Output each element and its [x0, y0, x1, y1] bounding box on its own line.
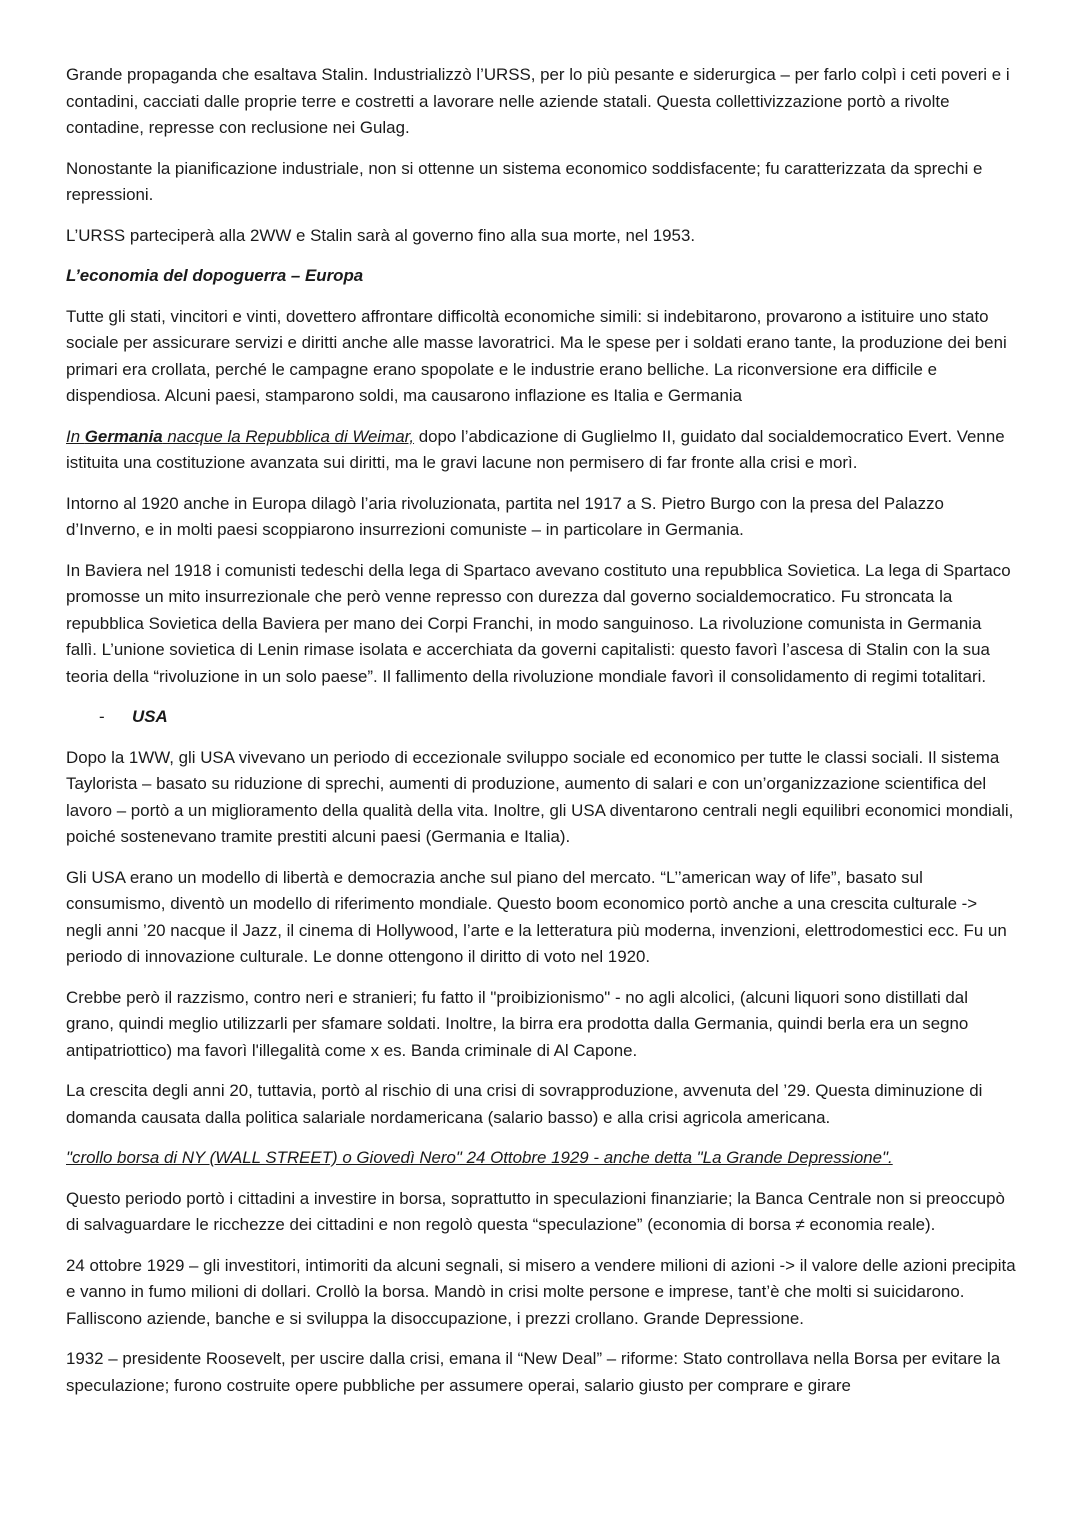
- weimar-link-text-1: In: [66, 426, 85, 446]
- weimar-link-text-2: nacque la Repubblica di Weimar,: [162, 426, 415, 446]
- paragraph-postwar-economy: Tutte gli stati, vincitori e vinti, dovettero affrontare difficoltà economiche simili: si indebitarono, provarono a istituire uno stato sociale per assicurare servizi e diritti anche alle masse lavoratrici. Ma le spese per i soldati erano tante, la produzione dei beni primari era crollata, perché le campagne erano spopolate e le industrie erano belliche. La riconversione era difficile e dispendiosa. Alcuni paesi, stamparono soldi, ma causarono inflazione es Italia e Germania: [66, 306, 1007, 405]
- paragraph-usa-postwar: Dopo la 1WW, gli USA vivevano un periodo di eccezionale sviluppo sociale ed economico per tutte le classi sociali. Il sistema Taylorista – basato su riduzione di sprechi, aumenti di produzione, aumento di salari e con un’organizzazione scientifica del lavoro – portò a un miglioramento della qualità della vita. Inoltre, gli USA diventarono centrali negli equilibri economici mondiali, poiché sostenevano tramite prestiti alcuni paesi (Germania e Italia).: [66, 747, 1014, 846]
- paragraph-prohibition: Crebbe però il razzismo, contro neri e stranieri; fu fatto il "proibizionismo" - no agli alcolici, (alcuni liquori sono distillati dal grano, quindi meglio utilizzarli per sfamare soldati. Inoltre, la birra era prodotta dalla Germania, quindi berla era un segno antipatriottico) ma favorì l'illegalità come x es. Banda criminale di Al Capone.: [66, 987, 969, 1060]
- bullet-dash: -: [99, 707, 105, 726]
- section-heading-europa: L’economia del dopoguerra – Europa: [66, 266, 364, 285]
- weimar-link-text-germania: Germania: [84, 426, 163, 446]
- paragraph-weimar: [66, 424, 1016, 477]
- paragraph-overproduction: La crescita degli anni 20, tuttavia, portò al rischio di una crisi di sovrapproduzione, avvenuta del ’29. Questa diminuzione di domanda causata dalla politica salariale nordamericana (salario basso) e alla crisi agricola americana.: [66, 1081, 983, 1127]
- paragraph-industrial-planning: Nonostante la pianificazione industriale, non si ottenne un sistema economico soddisfacente; fu caratterizzata da sprechi e repressioni.: [66, 158, 983, 204]
- paragraph-wall-street-crash: "crollo borsa di NY (WALL STREET) o Giovedì Nero" 24 Ottobre 1929 - anche detta "La Grande Depressione".: [66, 1148, 893, 1167]
- weimar-rest-text: dopo l’abdicazione di Guglielmo II, guidato dal socialdemocratico Evert. Venne istituita una costituzione avanzata sui diritti, ma le gravi lacune non permisero di far fronte alla crisi e morì.: [66, 426, 1005, 472]
- paragraph-urss-2ww: L’URSS parteciperà alla 2WW e Stalin sarà al governo fino alla sua morte, nel 1953.: [66, 225, 696, 245]
- paragraph-american-way: Gli USA erano un modello di libertà e democrazia anche sul piano del mercato. “L’’american way of life”, basato sul consumismo, diventò un modello di riferimento mondiale. Questo boom economico portò anche a una crescita culturale -> negli anni ’20 nacque il Jazz, il cinema di Hollywood, l’arte e la letteratura più moderna, invenzioni, elettrodomestici ecc. Fu un periodo di innovazione culturale. Le donne ottengono il diritto di voto nel 1920.: [66, 867, 1007, 966]
- paragraph-speculation: Questo periodo portò i cittadini a investire in borsa, soprattutto in speculazioni finanziarie; la Banca Centrale non si preoccupò di salvaguardare le ricchezze dei cittadini e non regolò questa “speculazione” (economia di borsa ≠ economia reale).: [66, 1188, 1005, 1234]
- paragraph-baviera: In Baviera nel 1918 i comunisti tedeschi della lega di Spartaco avevano costituto una repubblica Sovietica. La lega di Spartaco promosse un mito insurrezionale che però venne represso con durezza dal governo socialdemocratico. Fu stroncata la repubblica Sovietica della Baviera per mano dei Corpi Franchi, in modo sanguinoso. La rivoluzione comunista in Germania fallì. L’unione sovietica di Lenin rimase isolata e accerchiata da governi capitalisti: questo favorì l’ascesa di Stalin con la sua teoria della “rivoluzione in un solo paese”. Il fallimento della rivoluzione mondiale favorì il consolidamento di regimi totalitari.: [66, 560, 1011, 686]
- document-page: [66, 62, 1016, 1413]
- paragraph-stalin-propaganda: Grande propaganda che esaltava Stalin. Industrializzò l’URSS, per lo più pesante e siderurgica – per farlo colpì i ceti poveri e i contadini, cacciati dalle proprie terre e costretti a lavorare nelle aziende statali. Questa collettivizzazione portò a rivolte contadine, represse con reclusione nei Gulag.: [66, 65, 1010, 137]
- paragraph-revolution-1920: Intorno al 1920 anche in Europa dilagò l’aria rivoluzionata, partita nel 1917 a S. Pietro Burgo con la presa del Palazzo d’Inverno, e in molti paesi scoppiarono insurrezioni comuniste – in particolare in Germania.: [66, 493, 944, 539]
- paragraph-october-1929: 24 ottobre 1929 – gli investitori, intimoriti da alcuni segnali, si misero a vendere milioni di azioni -> il valore delle azioni precipita e vanno in fumo milioni di dollari. Crollò la borsa. Mandò in crisi molte persone e imprese, tant’è che molti si suicidarono. Falliscono aziende, banche e si sviluppa la disoccupazione, i prezzi crollano. Grande Depressione.: [66, 1255, 1016, 1328]
- section-heading-usa: USA: [132, 707, 168, 726]
- paragraph-new-deal: 1932 – presidente Roosevelt, per uscire dalla crisi, emana il “New Deal” – riforme: Stato controllava nella Borsa per evitare la speculazione; furono costruite opere pubbliche per assumere operai, salario giusto per comprare e girare: [66, 1349, 1001, 1395]
- bullet-usa: [66, 704, 1016, 731]
